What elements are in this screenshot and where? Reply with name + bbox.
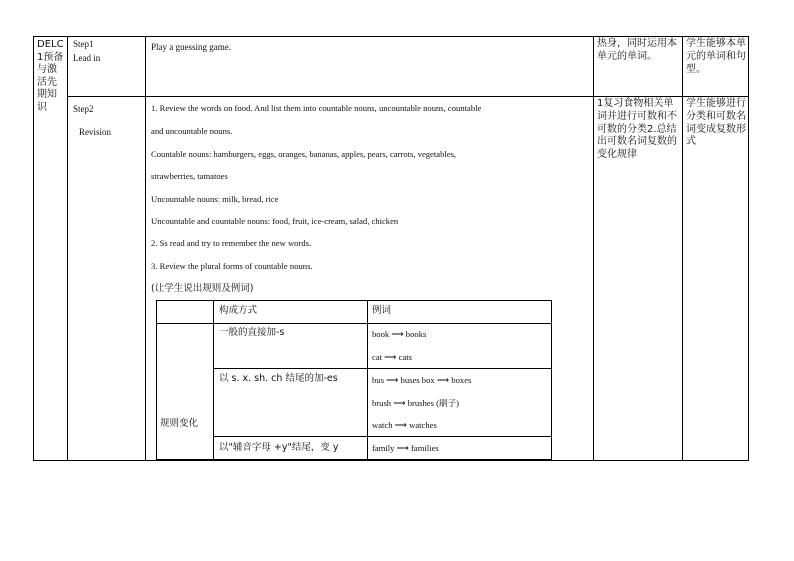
goal-text: 学生能够本单元的单词和句型。 <box>686 38 746 75</box>
example-cell: cat ⟶ cats <box>372 352 412 362</box>
stage-code-cell: DELC1预备与激活先期知识 <box>37 39 64 113</box>
rule-label: 规则变化 <box>160 418 199 429</box>
header-method: 构成方式 <box>219 305 258 316</box>
stage-label: Revision <box>79 127 112 137</box>
table-divider <box>67 36 68 461</box>
inner-row-divider <box>156 323 552 324</box>
example-cell: watch ⟶ watches <box>372 420 437 430</box>
method-cell: 一般的直接加-s <box>219 327 285 338</box>
table-divider <box>145 36 146 461</box>
intent-text: 热身，同时运用本单元的单词。 <box>597 38 677 62</box>
method-cell: 以"辅音字母 +y"结尾，变 y <box>219 442 339 453</box>
header-examples: 例词 <box>372 305 392 316</box>
inner-row-divider <box>213 368 552 369</box>
goal-text: 学生能够进行分类和可数名词变成复数形式 <box>686 98 746 148</box>
body-line: 2. Ss read and try to remember the new words. <box>151 238 312 248</box>
body-line: and uncountable nouns. <box>151 126 233 136</box>
example-cell: book ⟶ books <box>372 329 427 339</box>
row-divider <box>67 96 749 97</box>
body-line: 1. Review the words on food. And list them into countable nouns, uncountable nouns, countable <box>151 103 482 113</box>
prompt-line: (让学生说出规则及例词) <box>151 283 254 294</box>
body-line: Countable nouns: hamburgers, eggs, oranges, bananas, apples, pears, carrots, vegetables, <box>151 149 457 159</box>
example-cell: family ⟶ families <box>372 443 439 453</box>
step-label: Step2 <box>73 104 94 114</box>
table-divider <box>593 36 594 461</box>
body-line: strawberries, tamatoes <box>151 171 228 181</box>
body-line: Uncountable nouns: milk, bread, rice <box>151 194 279 204</box>
inner-row-divider <box>213 436 552 437</box>
method-cell: 以 s. x. sh. ch 结尾的加-es <box>219 373 338 384</box>
step-label: Step1 <box>73 39 94 49</box>
body-line: Uncountable and countable nouns: food, fruit, ice-cream, salad, chicken <box>151 216 399 226</box>
example-cell: bus ⟶ buses box ⟶ boxes <box>372 375 472 385</box>
stage-label: Lead in <box>73 53 101 63</box>
table-divider <box>682 36 683 461</box>
intent-text: 1复习食物相关单词并进行可数和不可数的分类2.总结出可数名词复数的变化规律 <box>597 98 677 161</box>
body-line: 3. Review the plural forms of countable nouns. <box>151 261 313 271</box>
example-cell: brush ⟶ brushes (刷子) <box>372 398 460 408</box>
activity-text: Play a guessing game. <box>151 42 231 52</box>
